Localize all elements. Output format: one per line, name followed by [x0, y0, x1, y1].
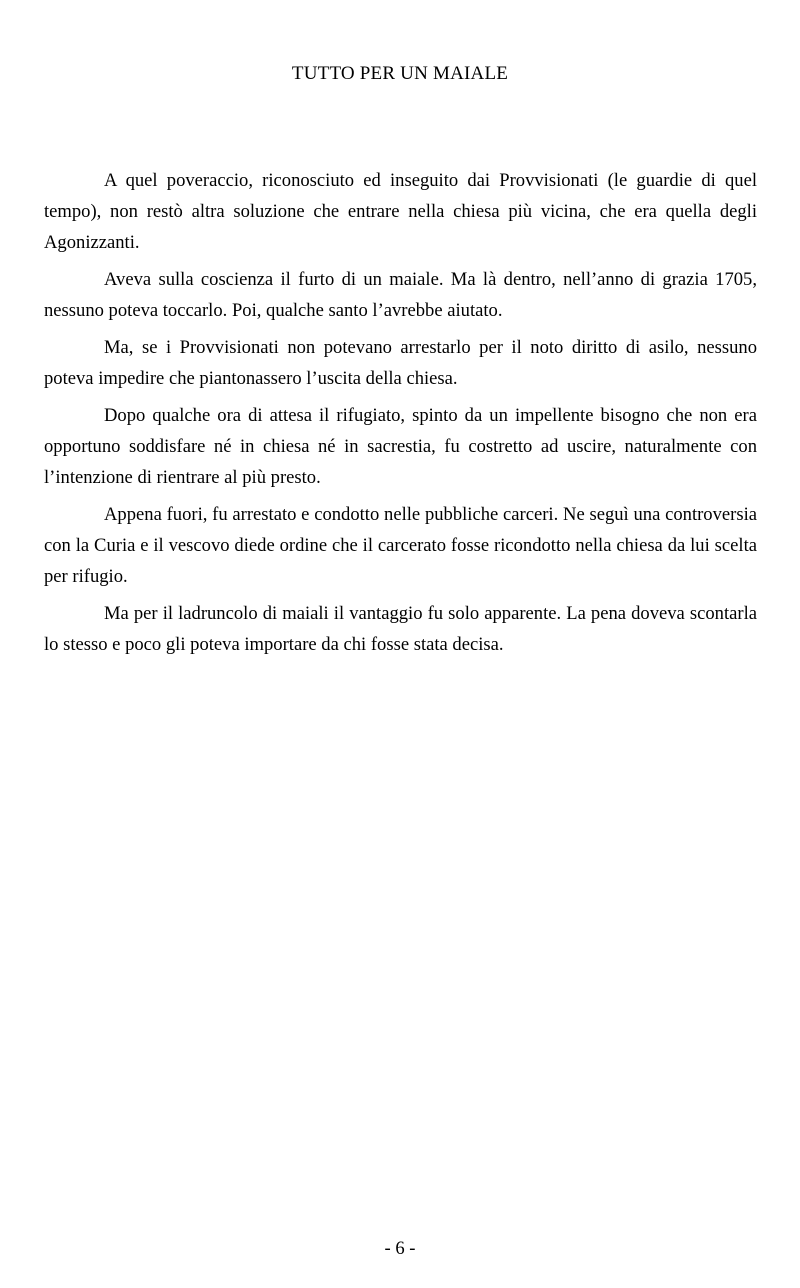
- paragraph: Appena fuori, fu arrestato e condotto nelle pubbliche carceri. Ne seguì una controversia con la Curia e il vescovo diede ordine che il carcerato fosse ricondotto nella chiesa da lui scelta per rifugio.: [44, 504, 757, 587]
- page-number: - 6 -: [384, 1238, 416, 1259]
- body-text: [44, 165, 757, 660]
- paragraph: A quel poveraccio, riconosciuto ed inseguito dai Provvisionati (le guardie di quel tempo), non restò altra soluzione che entrare nella chiesa più vicina, che era quella degli Agonizzanti.: [44, 170, 757, 253]
- paragraph: Aveva sulla coscienza il furto di un maiale. Ma là dentro, nell’anno di grazia 1705, nessuno poteva toccarlo. Poi, qualche santo l’avrebbe aiutato.: [44, 269, 757, 321]
- page-title: TUTTO PER UN MAIALE: [291, 63, 509, 84]
- paragraph: Ma per il ladruncolo di maiali il vantaggio fu solo apparente. La pena doveva scontarla lo stesso e poco gli poteva importare da chi fosse stata decisa.: [44, 603, 757, 655]
- paragraph: Ma, se i Provvisionati non potevano arrestarlo per il noto diritto di asilo, nessuno poteva impedire che piantonassero l’uscita della chiesa.: [44, 337, 757, 389]
- paragraph: Dopo qualche ora di attesa il rifugiato, spinto da un impellente bisogno che non era opportuno soddisfare né in chiesa né in sacrestia, fu costretto ad uscire, naturalmente con l’intenzione di rientrare al più presto.: [44, 405, 757, 488]
